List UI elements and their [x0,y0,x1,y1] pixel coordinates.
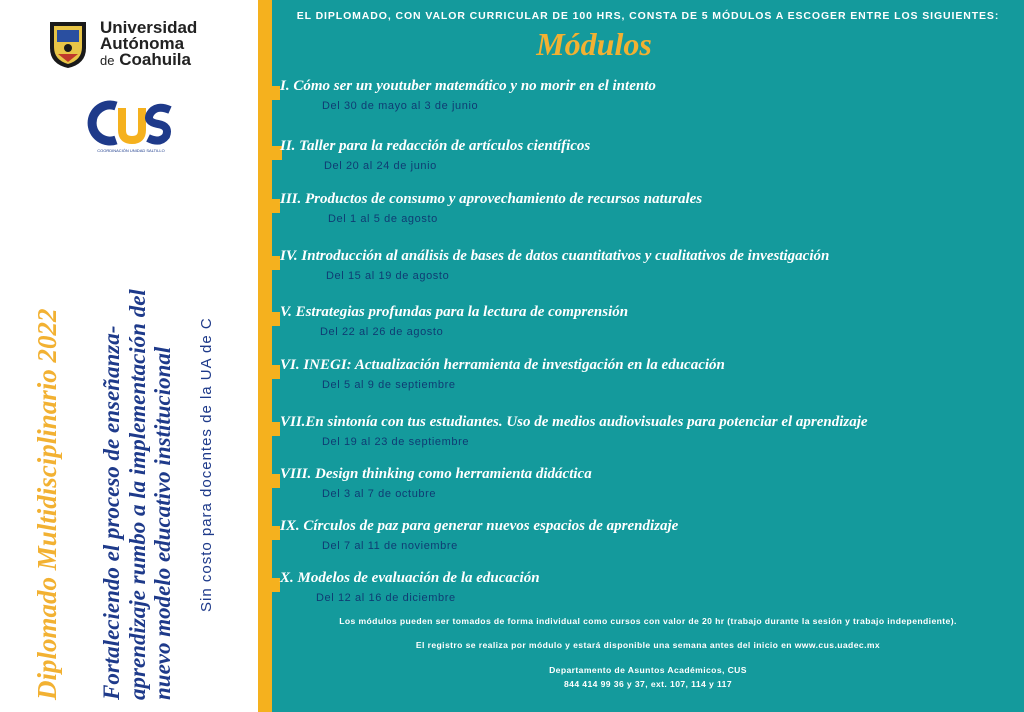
module-bar [258,86,280,100]
module-bar [258,526,280,540]
module-title: IV. Introducción al análisis de bases de datos cuantitativos y cualitativos de investigación [280,248,830,264]
module-bar [258,578,280,592]
module-title: I. Cómo ser un youtuber matemático y no morir en el intento [280,78,656,94]
shield-icon [48,18,88,70]
footer-department: Departamento de Asuntos Académicos, CUS [549,665,747,675]
uadec-line1: Universidad [100,18,198,37]
module-title: VII.En sintonía con tus estudiantes. Uso de medios audiovisuales para potenciar el aprendizaje [280,414,868,430]
footer-registration: El registro se realiza por módulo y estará disponible una semana antes del inicio en www.cus.uadec.mx [415,640,881,650]
module-bar [258,365,280,379]
module-title: X. Modelos de evaluación de la educación [280,570,540,586]
module-title: VI. INEGI: Actualización herramienta de investigación en la educación [280,357,725,373]
diploma-subtitle-line2: aprendizaje rumbo a la implementación del [125,289,150,700]
module-date: Del 20 al 24 de junio [324,160,437,172]
module-date: Del 3 al 7 de octubre [322,488,437,500]
module-date: Del 15 al 19 de agosto [326,270,450,282]
module-date: Del 19 al 23 de septiembre [322,436,470,448]
diploma-subtitle-line3: nuevo modelo educativo institucional [150,346,175,700]
module-date: Del 7 al 11 de noviembre [322,540,458,552]
uadec-line3-prefix: de [100,53,115,68]
module-bar [258,146,282,160]
module-bar [258,256,280,270]
footer-note: Los módulos pueden ser tomados de forma individual como cursos con valor de 20 hr (trabajo durante la sesión y trabajo independiente). [339,616,957,626]
module-date: Del 5 al 9 de septiembre [322,379,456,391]
module-bar [258,474,280,488]
no-cost-note: Sin costo para docentes de la UA de C [198,317,215,612]
module-title: VIII. Design thinking como herramienta didáctica [280,466,592,482]
module-bar [258,199,280,213]
footer-phone: 844 414 99 36 y 37, ext. 107, 114 y 117 [563,679,733,689]
module-date: Del 12 al 16 de diciembre [316,592,456,604]
cus-logo-caption: COORDINACIÓN UNIDAD SALTILLO [97,148,165,153]
uadec-line3: Coahuila [119,50,191,69]
diploma-subtitle-line1: Fortaleciendo el proceso de enseñanza- [99,325,124,700]
module-date: Del 22 al 26 de agosto [320,326,444,338]
module-title: V. Estrategias profundas para la lectura de comprensión [280,304,629,320]
modules-title: Módulos [536,26,652,62]
divider-strip [258,0,272,712]
module-bar [258,422,280,436]
diploma-header: EL DIPLOMADO, CON VALOR CURRICULAR DE 100 HRS, CONSTA DE 5 MÓDULOS A ESCOGER ENTRE LOS SIGUIENTES: [296,10,1000,22]
uadec-logo [48,18,228,74]
module-date: Del 30 de mayo al 3 de junio [322,100,479,112]
module-date: Del 1 al 5 de agosto [328,213,438,225]
uadec-line2: Autónoma [100,34,185,53]
module-title: IX. Círculos de paz para generar nuevos espacios de aprendizaje [280,518,679,534]
module-title: II. Taller para la redacción de artículos científicos [280,138,591,154]
module-bar [258,312,280,326]
module-title: III. Productos de consumo y aprovechamiento de recursos naturales [280,191,703,207]
uadec-wordmark [100,20,197,69]
diploma-title: Diplomado Multidisciplinario 2022 [32,308,62,700]
